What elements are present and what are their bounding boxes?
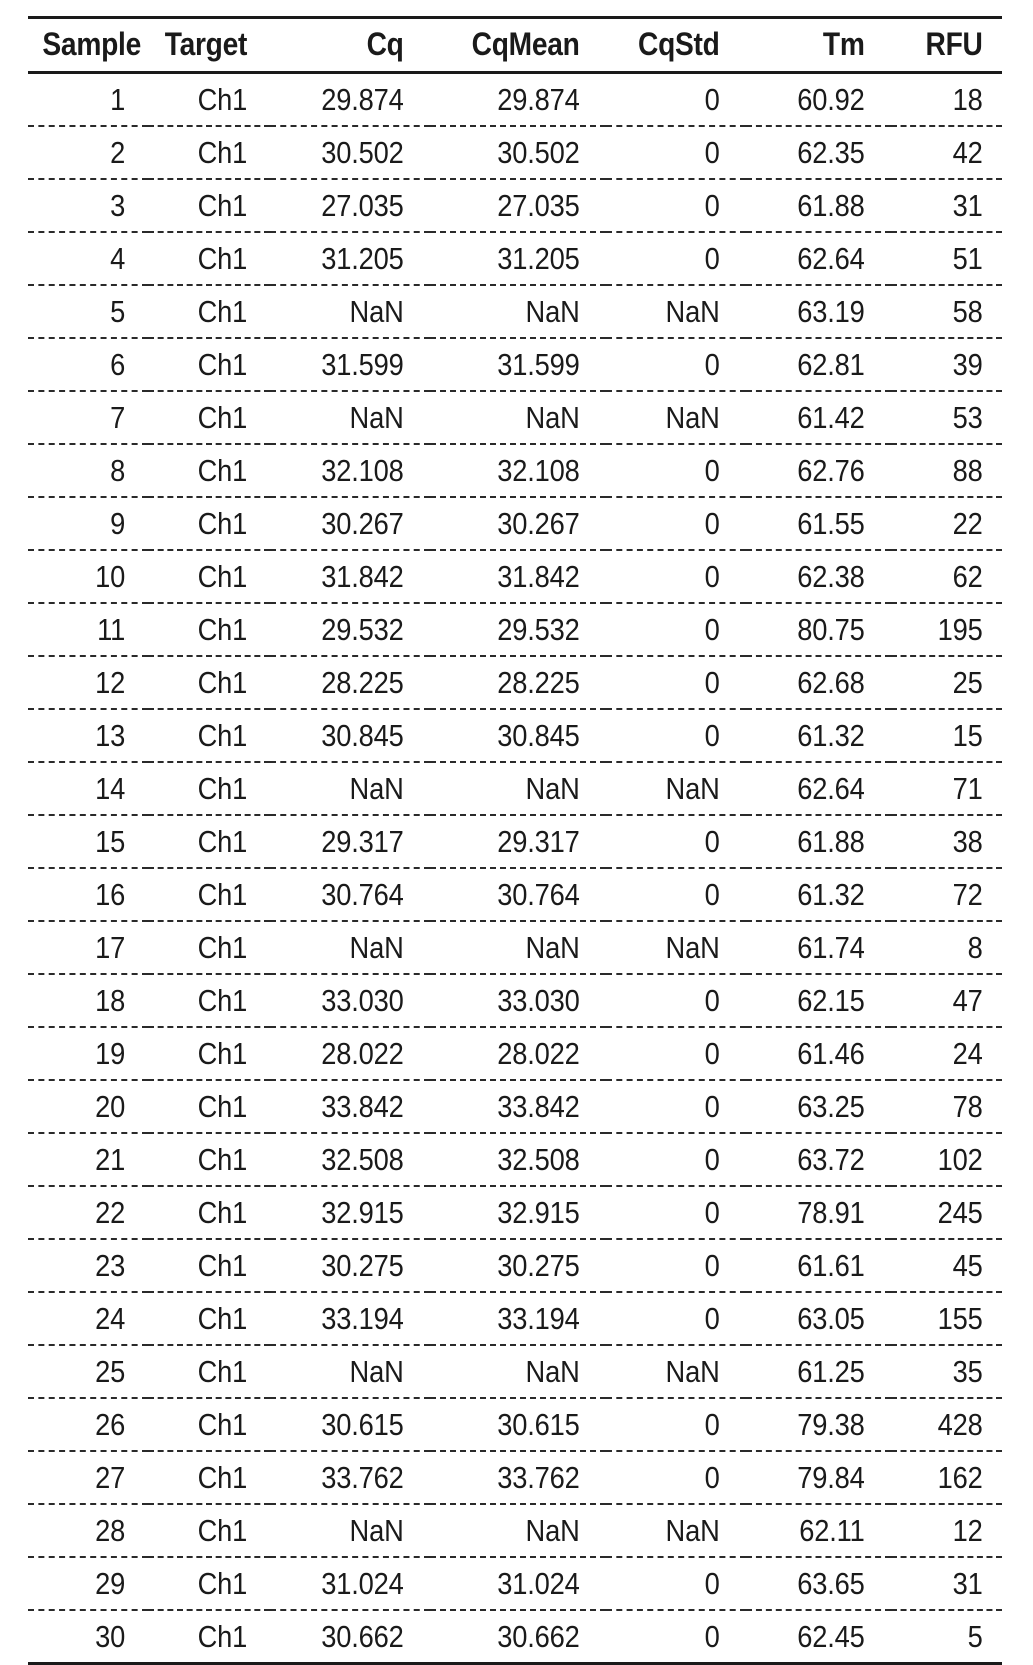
cell-rfu: 51 xyxy=(952,241,983,276)
cell-cqmean: 30.845 xyxy=(497,718,580,753)
cell-sample: 8 xyxy=(110,453,126,488)
cell-cqstd: 0 xyxy=(704,135,720,170)
column-header-sample[interactable]: Sample xyxy=(42,26,141,62)
cell-rfu: 35 xyxy=(952,1354,983,1389)
cell-cqmean: 30.275 xyxy=(497,1248,580,1283)
cell-cq: 32.915 xyxy=(321,1195,404,1230)
table-row[interactable] xyxy=(28,550,1002,603)
cell-target: Ch1 xyxy=(197,930,248,965)
cell-cqstd: 0 xyxy=(704,1195,720,1230)
cell-cqmean: 33.762 xyxy=(497,1460,580,1495)
cell-cqmean: 30.662 xyxy=(497,1619,580,1654)
table-row[interactable] xyxy=(28,1186,1002,1239)
cell-target: Ch1 xyxy=(197,241,248,276)
cell-cqstd: 0 xyxy=(704,506,720,541)
cell-cq: 31.205 xyxy=(321,241,404,276)
cell-cqstd: 0 xyxy=(704,1089,720,1124)
cell-cq: 30.764 xyxy=(321,877,404,912)
cell-rfu: 58 xyxy=(952,294,983,329)
table-row[interactable] xyxy=(28,126,1002,179)
cell-cqmean: 31.599 xyxy=(497,347,580,382)
cell-sample: 21 xyxy=(95,1142,126,1177)
cell-target: Ch1 xyxy=(197,983,248,1018)
cell-cqstd: NaN xyxy=(665,294,720,329)
cell-cqstd: 0 xyxy=(704,824,720,859)
table-row[interactable] xyxy=(28,391,1002,444)
table-row[interactable] xyxy=(28,709,1002,762)
cell-sample: 4 xyxy=(110,241,126,276)
cell-sample: 3 xyxy=(110,188,126,223)
cell-cqmean: 30.615 xyxy=(497,1407,580,1442)
cell-tm: 61.88 xyxy=(797,188,865,223)
cell-cqstd: 0 xyxy=(704,983,720,1018)
cell-cqstd: 0 xyxy=(704,665,720,700)
cell-target: Ch1 xyxy=(197,1248,248,1283)
cell-target: Ch1 xyxy=(197,1036,248,1071)
cell-tm: 61.88 xyxy=(797,824,865,859)
cell-sample: 13 xyxy=(95,718,126,753)
cell-rfu: 62 xyxy=(952,559,983,594)
table-row[interactable] xyxy=(28,1451,1002,1504)
table-row[interactable] xyxy=(28,285,1002,338)
cell-rfu: 428 xyxy=(937,1407,983,1442)
cell-target: Ch1 xyxy=(197,135,248,170)
cell-target: Ch1 xyxy=(197,771,248,806)
cell-cqstd: 0 xyxy=(704,453,720,488)
cell-target: Ch1 xyxy=(197,559,248,594)
cell-tm: 80.75 xyxy=(797,612,865,647)
cell-sample: 28 xyxy=(95,1513,126,1548)
cell-cqmean: 29.317 xyxy=(497,824,580,859)
qpcr-results-table xyxy=(28,16,1002,1662)
cell-target: Ch1 xyxy=(197,400,248,435)
table-row[interactable] xyxy=(28,1610,1002,1662)
cell-target: Ch1 xyxy=(197,612,248,647)
cell-rfu: 162 xyxy=(937,1460,983,1495)
cell-cqmean: 30.267 xyxy=(497,506,580,541)
cell-cqmean: 28.022 xyxy=(497,1036,580,1071)
cell-cq: 31.599 xyxy=(321,347,404,382)
cell-cqstd: 0 xyxy=(704,82,720,117)
cell-target: Ch1 xyxy=(197,1407,248,1442)
table-row[interactable] xyxy=(28,338,1002,391)
table-header-row xyxy=(28,18,1002,73)
cell-sample: 18 xyxy=(95,983,126,1018)
column-header-cqstd[interactable]: CqStd xyxy=(638,26,720,62)
cell-target: Ch1 xyxy=(197,1513,248,1548)
cell-cq: 30.615 xyxy=(321,1407,404,1442)
cell-cq: 30.845 xyxy=(321,718,404,753)
cell-target: Ch1 xyxy=(197,824,248,859)
cell-cqstd: 0 xyxy=(704,877,720,912)
table-row[interactable] xyxy=(28,1504,1002,1557)
table-row[interactable] xyxy=(28,603,1002,656)
cell-rfu: 195 xyxy=(937,612,983,647)
cell-cq: 30.267 xyxy=(321,506,404,541)
cell-tm: 62.76 xyxy=(797,453,865,488)
cell-tm: 61.25 xyxy=(797,1354,865,1389)
cell-cq: 29.532 xyxy=(321,612,404,647)
table-row[interactable] xyxy=(28,1080,1002,1133)
table-row[interactable] xyxy=(28,1239,1002,1292)
cell-cq: 31.842 xyxy=(321,559,404,594)
cell-rfu: 38 xyxy=(952,824,983,859)
cell-cqstd: NaN xyxy=(665,400,720,435)
table-row[interactable] xyxy=(28,497,1002,550)
cell-sample: 9 xyxy=(110,506,126,541)
cell-cqstd: 0 xyxy=(704,559,720,594)
cell-cqmean: 27.035 xyxy=(497,188,580,223)
cell-target: Ch1 xyxy=(197,1460,248,1495)
cell-cqmean: 30.502 xyxy=(497,135,580,170)
cell-tm: 62.81 xyxy=(797,347,865,382)
cell-cqmean: 33.030 xyxy=(497,983,580,1018)
cell-target: Ch1 xyxy=(197,718,248,753)
cell-tm: 63.65 xyxy=(797,1566,865,1601)
cell-tm: 62.35 xyxy=(797,135,865,170)
cell-cq: 28.022 xyxy=(321,1036,404,1071)
cell-sample: 24 xyxy=(95,1301,126,1336)
cell-cqstd: 0 xyxy=(704,347,720,382)
cell-rfu: 39 xyxy=(952,347,983,382)
cell-rfu: 31 xyxy=(952,188,983,223)
cell-target: Ch1 xyxy=(197,1566,248,1601)
cell-cq: 31.024 xyxy=(321,1566,404,1601)
column-header-rfu[interactable]: RFU xyxy=(925,26,983,62)
cell-cqmean: 30.764 xyxy=(497,877,580,912)
cell-sample: 12 xyxy=(95,665,126,700)
cell-cq: 32.108 xyxy=(321,453,404,488)
cell-cqmean: 33.842 xyxy=(497,1089,580,1124)
cell-rfu: 53 xyxy=(952,400,983,435)
column-header-tm[interactable]: Tm xyxy=(822,26,865,62)
cell-rfu: 25 xyxy=(952,665,983,700)
cell-tm: 61.46 xyxy=(797,1036,865,1071)
cell-tm: 61.32 xyxy=(797,877,865,912)
cell-rfu: 42 xyxy=(952,135,983,170)
cell-cqstd: NaN xyxy=(665,1513,720,1548)
cell-tm: 62.64 xyxy=(797,241,865,276)
cell-cqstd: 0 xyxy=(704,1619,720,1654)
cell-tm: 61.74 xyxy=(797,930,865,965)
cell-rfu: 71 xyxy=(952,771,983,806)
table-row[interactable] xyxy=(28,1292,1002,1345)
cell-cq: 27.035 xyxy=(321,188,404,223)
cell-tm: 62.38 xyxy=(797,559,865,594)
cell-sample: 22 xyxy=(95,1195,126,1230)
cell-cqmean: 31.842 xyxy=(497,559,580,594)
cell-tm: 61.32 xyxy=(797,718,865,753)
cell-cqmean: 28.225 xyxy=(497,665,580,700)
cell-rfu: 5 xyxy=(967,1619,983,1654)
cell-rfu: 18 xyxy=(952,82,983,117)
cell-cqmean: 33.194 xyxy=(497,1301,580,1336)
cell-cqmean: NaN xyxy=(525,1354,580,1389)
cell-sample: 29 xyxy=(95,1566,126,1601)
cell-cq: 32.508 xyxy=(321,1142,404,1177)
cell-cq: 33.194 xyxy=(321,1301,404,1336)
cell-cqstd: NaN xyxy=(665,771,720,806)
cell-cqstd: 0 xyxy=(704,718,720,753)
cell-cq: 30.662 xyxy=(321,1619,404,1654)
column-header-cqmean[interactable]: CqMean xyxy=(471,26,580,62)
cell-tm: 60.92 xyxy=(797,82,865,117)
cell-cqstd: 0 xyxy=(704,1460,720,1495)
cell-rfu: 155 xyxy=(937,1301,983,1336)
cell-target: Ch1 xyxy=(197,1354,248,1389)
cell-cqmean: 31.205 xyxy=(497,241,580,276)
table-row[interactable] xyxy=(28,656,1002,709)
cell-sample: 1 xyxy=(110,82,126,117)
cell-target: Ch1 xyxy=(197,1301,248,1336)
table-row[interactable] xyxy=(28,444,1002,497)
cell-sample: 17 xyxy=(95,930,126,965)
cell-cq: 33.762 xyxy=(321,1460,404,1495)
cell-cqmean: NaN xyxy=(525,930,580,965)
table-row[interactable] xyxy=(28,974,1002,1027)
cell-cqmean: NaN xyxy=(525,1513,580,1548)
cell-cqmean: NaN xyxy=(525,400,580,435)
cell-cq: 29.874 xyxy=(321,82,404,117)
cell-sample: 25 xyxy=(95,1354,126,1389)
cell-cqstd: 0 xyxy=(704,1248,720,1283)
cell-tm: 63.25 xyxy=(797,1089,865,1124)
cell-rfu: 24 xyxy=(952,1036,983,1071)
table-row[interactable] xyxy=(28,1345,1002,1398)
cell-target: Ch1 xyxy=(197,877,248,912)
cell-cqstd: NaN xyxy=(665,930,720,965)
cell-target: Ch1 xyxy=(197,1195,248,1230)
cell-target: Ch1 xyxy=(197,665,248,700)
cell-sample: 26 xyxy=(95,1407,126,1442)
cell-cqmean: NaN xyxy=(525,294,580,329)
cell-sample: 10 xyxy=(95,559,126,594)
cell-cq: 30.502 xyxy=(321,135,404,170)
cell-tm: 62.15 xyxy=(797,983,865,1018)
cell-sample: 6 xyxy=(110,347,126,382)
cell-cqstd: 0 xyxy=(704,1036,720,1071)
cell-cqstd: 0 xyxy=(704,1142,720,1177)
cell-cqmean: 32.915 xyxy=(497,1195,580,1230)
cell-cq: NaN xyxy=(349,294,404,329)
cell-cq: NaN xyxy=(349,1354,404,1389)
cell-rfu: 45 xyxy=(952,1248,983,1283)
table-header xyxy=(28,18,1002,73)
cell-target: Ch1 xyxy=(197,294,248,329)
cell-rfu: 245 xyxy=(937,1195,983,1230)
cell-rfu: 88 xyxy=(952,453,983,488)
cell-cqmean: 31.024 xyxy=(497,1566,580,1601)
cell-rfu: 102 xyxy=(937,1142,983,1177)
table-row[interactable] xyxy=(28,815,1002,868)
cell-cq: 28.225 xyxy=(321,665,404,700)
cell-sample: 7 xyxy=(110,400,126,435)
table-row[interactable] xyxy=(28,232,1002,285)
cell-tm: 62.11 xyxy=(799,1513,865,1548)
cell-tm: 79.38 xyxy=(797,1407,865,1442)
cell-target: Ch1 xyxy=(197,1142,248,1177)
cell-rfu: 78 xyxy=(952,1089,983,1124)
cell-cqstd: 0 xyxy=(704,1566,720,1601)
table-row[interactable] xyxy=(28,179,1002,232)
cell-tm: 79.84 xyxy=(797,1460,865,1495)
cell-cqstd: 0 xyxy=(704,1301,720,1336)
cell-cq: NaN xyxy=(349,400,404,435)
cell-tm: 61.42 xyxy=(797,400,865,435)
cell-sample: 16 xyxy=(95,877,126,912)
table-row[interactable] xyxy=(28,921,1002,974)
cell-sample: 15 xyxy=(95,824,126,859)
cell-tm: 78.91 xyxy=(797,1195,865,1230)
cell-sample: 5 xyxy=(110,294,126,329)
cell-rfu: 72 xyxy=(952,877,983,912)
cell-target: Ch1 xyxy=(197,506,248,541)
table-row[interactable] xyxy=(28,868,1002,921)
cell-cqstd: NaN xyxy=(665,1354,720,1389)
cell-target: Ch1 xyxy=(197,188,248,223)
cell-cqmean: 29.874 xyxy=(497,82,580,117)
cell-cqstd: 0 xyxy=(704,188,720,223)
cell-cq: NaN xyxy=(349,930,404,965)
cell-tm: 61.61 xyxy=(797,1248,865,1283)
cell-cq: NaN xyxy=(349,1513,404,1548)
cell-rfu: 31 xyxy=(952,1566,983,1601)
table-row[interactable] xyxy=(28,1557,1002,1610)
cell-cq: 33.842 xyxy=(321,1089,404,1124)
cell-cqstd: 0 xyxy=(704,612,720,647)
cell-sample: 19 xyxy=(95,1036,126,1071)
cell-tm: 62.64 xyxy=(797,771,865,806)
cell-rfu: 22 xyxy=(952,506,983,541)
cell-sample: 30 xyxy=(95,1619,126,1654)
cell-tm: 61.55 xyxy=(797,506,865,541)
cell-cq: 30.275 xyxy=(321,1248,404,1283)
cell-sample: 14 xyxy=(95,771,126,806)
cell-rfu: 15 xyxy=(952,718,983,753)
cell-tm: 63.05 xyxy=(797,1301,865,1336)
table-row[interactable] xyxy=(28,1398,1002,1451)
cell-tm: 63.19 xyxy=(797,294,865,329)
cell-sample: 20 xyxy=(95,1089,126,1124)
cell-tm: 63.72 xyxy=(797,1142,865,1177)
cell-sample: 27 xyxy=(95,1460,126,1495)
cell-target: Ch1 xyxy=(197,453,248,488)
table-row[interactable] xyxy=(28,1027,1002,1080)
cell-sample: 23 xyxy=(95,1248,126,1283)
cell-cqmean: 32.508 xyxy=(497,1142,580,1177)
cell-sample: 2 xyxy=(110,135,126,170)
cell-rfu: 12 xyxy=(952,1513,983,1548)
cell-sample: 11 xyxy=(97,612,126,647)
cell-cqstd: 0 xyxy=(704,241,720,276)
cell-target: Ch1 xyxy=(197,1619,248,1654)
cell-rfu: 47 xyxy=(952,983,983,1018)
cell-cqstd: 0 xyxy=(704,1407,720,1442)
cell-cqmean: 32.108 xyxy=(497,453,580,488)
cell-cqmean: NaN xyxy=(525,771,580,806)
results-table-container xyxy=(28,16,1002,1665)
column-header-cq[interactable]: Cq xyxy=(366,26,404,62)
column-header-target[interactable]: Target xyxy=(164,26,248,62)
cell-target: Ch1 xyxy=(197,82,248,117)
cell-cqmean: 29.532 xyxy=(497,612,580,647)
cell-target: Ch1 xyxy=(197,347,248,382)
cell-target: Ch1 xyxy=(197,1089,248,1124)
cell-tm: 62.68 xyxy=(797,665,865,700)
cell-rfu: 8 xyxy=(967,930,983,965)
cell-cq: NaN xyxy=(349,771,404,806)
table-row[interactable] xyxy=(28,1133,1002,1186)
table-row[interactable] xyxy=(28,762,1002,815)
cell-cq: 33.030 xyxy=(321,983,404,1018)
table-row[interactable] xyxy=(28,73,1002,127)
table-body xyxy=(28,73,1002,1663)
cell-tm: 62.45 xyxy=(797,1619,865,1654)
cell-cq: 29.317 xyxy=(321,824,404,859)
